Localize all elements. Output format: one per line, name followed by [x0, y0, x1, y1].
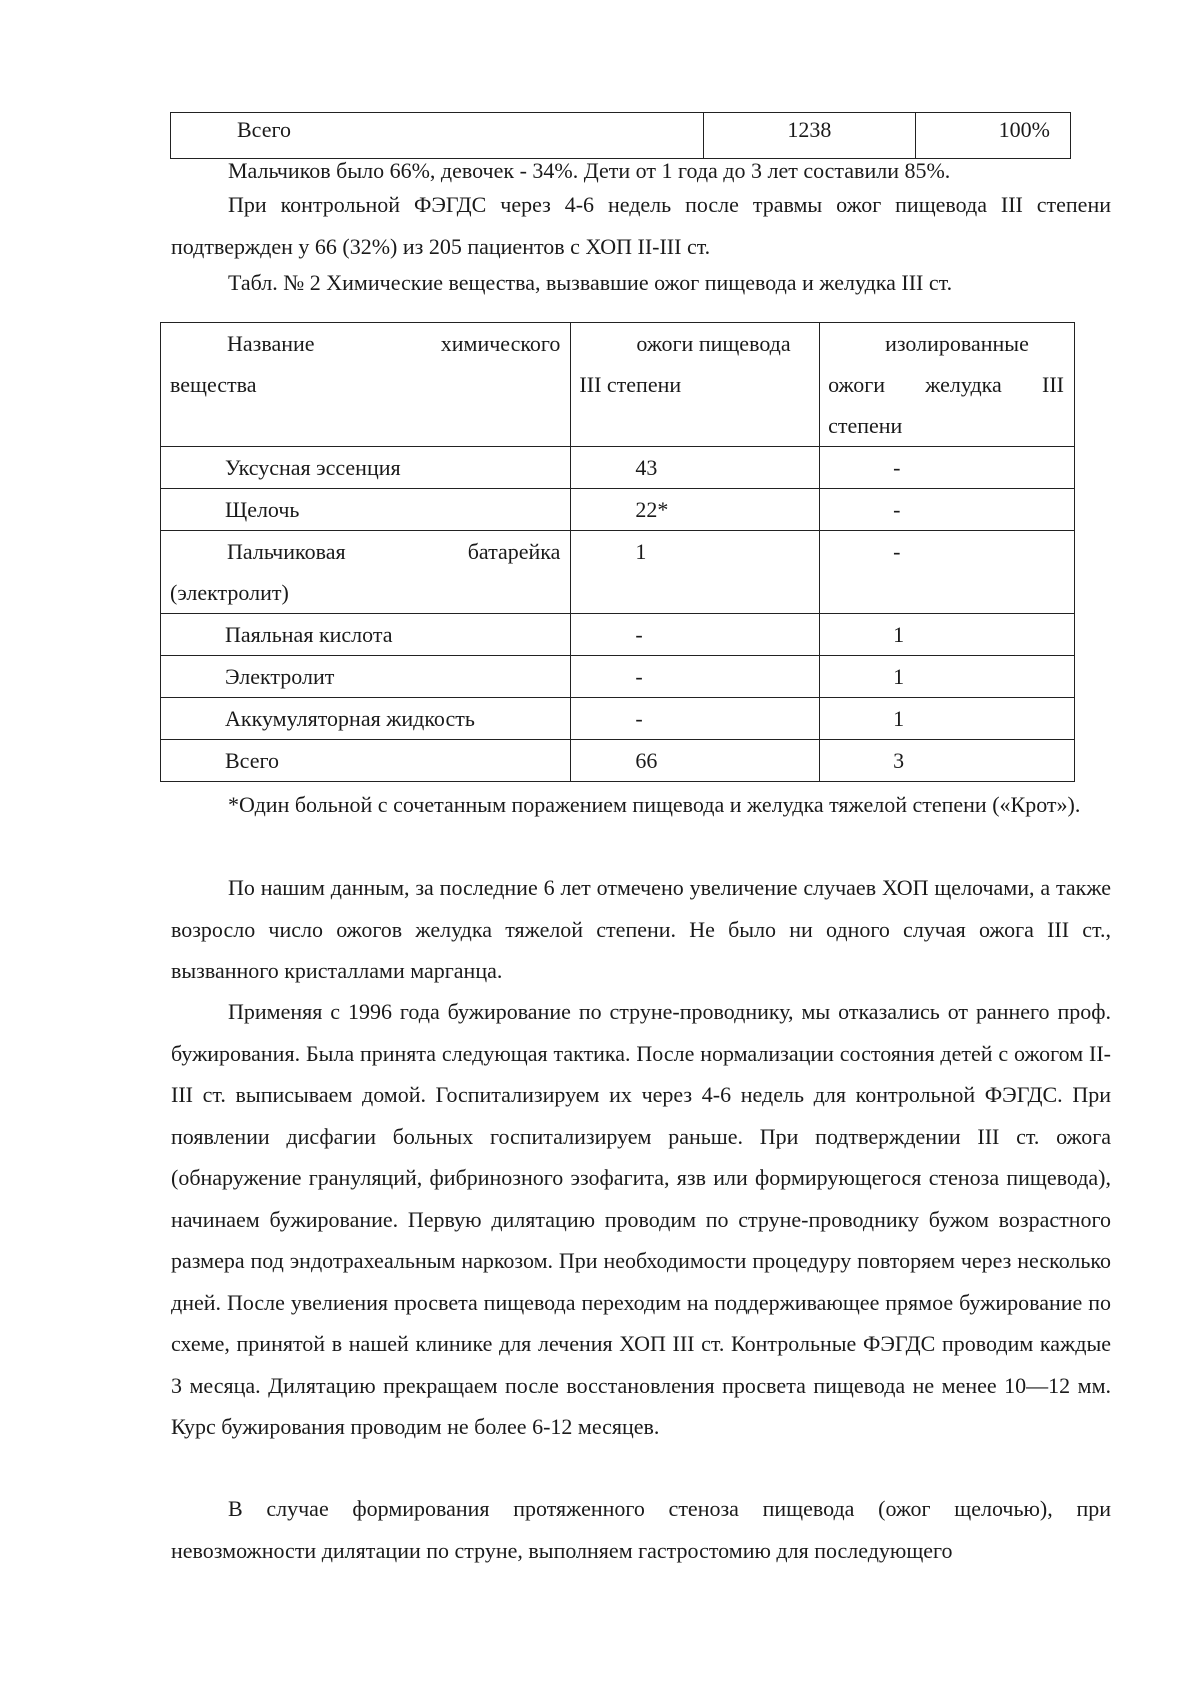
- chemical-substances-table: [160, 322, 1075, 782]
- row-stomach-value: 1: [893, 622, 905, 647]
- table-row: [161, 489, 1075, 531]
- summary-total-count: 1238: [703, 113, 915, 159]
- row-substance-name: Электролит: [225, 664, 335, 689]
- table-row: [161, 698, 1075, 740]
- row-esophagus-value: 66: [635, 748, 658, 773]
- row-substance-name: Всего: [225, 748, 279, 773]
- paragraph-control-fegds: При контрольной ФЭГДС через 4-6 недель после травмы ожог пищевода III степени подтвержден у 66 (32%) из 205 пациентов с ХОП II-III ст.: [171, 192, 1111, 259]
- header-stomach-burns: изолированные ожоги желудка III степени: [820, 323, 1075, 447]
- row-substance-name: Паяльная кислота: [225, 622, 393, 647]
- table-caption: Табл. № 2 Химические вещества, вызвавшие ожог пищевода и желудка III ст.: [228, 270, 953, 295]
- row-substance-name: Щелочь: [225, 497, 300, 522]
- row-esophagus-value: -: [635, 664, 643, 689]
- summary-total-percent: 100%: [915, 113, 1070, 159]
- table-row: [161, 447, 1075, 489]
- table-row: [161, 740, 1075, 782]
- table-row: [161, 614, 1075, 656]
- row-substance-name: Пальчиковая батарейка (электролит): [161, 531, 571, 614]
- row-stomach-value: 3: [893, 748, 905, 773]
- header-esophagus-burns: ожоги пищевода III степени: [571, 323, 820, 447]
- row-stomach-value: 1: [893, 664, 905, 689]
- row-substance-name: Уксусная эссенция: [225, 455, 401, 480]
- row-stomach-value: -: [893, 455, 901, 480]
- row-esophagus-value: 43: [635, 455, 658, 480]
- paragraph-gender-stats: Мальчиков было 66%, девочек - 34%. Дети от 1 года до 3 лет составили 85%.: [228, 158, 951, 183]
- paragraph-trends: По нашим данным, за последние 6 лет отмечено увеличение случаев ХОП щелочами, а также возросло число ожогов желудка тяжелой степени. Не было ни одного случая ожога III ст., вызванного кристаллами марганца.: [171, 875, 1111, 983]
- row-esophagus-value: -: [635, 622, 643, 647]
- paragraph-gastrostomy: В случае формирования протяженного стеноза пищевода (ожог щелочью), при невозможности дилятации по струне, выполняем гастростомию для последующего: [171, 1496, 1111, 1563]
- footnote: *Один больной с сочетанным поражением пищевода и желудка тяжелой степени («Крот»).: [228, 792, 1081, 817]
- table-row: [161, 656, 1075, 698]
- row-esophagus-value: 22*: [635, 497, 669, 522]
- header-substance-name: Название химического вещества: [161, 323, 571, 447]
- row-stomach-value: -: [893, 497, 901, 522]
- paragraph-tactics: Применяя с 1996 года бужирование по струне-проводнику, мы отказались от раннего проф. бужирования. Была принята следующая тактика. После нормализации состояния детей с ожогом II-III ст. выписываем домой. Госпитализируем их через 4-6 недель для контрольной ФЭГДС. При появлении дисфагии больных госпитализируем раньше. При подтверждении III ст. ожога (обнаружение грануляций, фибринозного эзофагита, язв или формирующегося стеноза пищевода), начинаем бужирование. Первую дилятацию проводим по струне-проводнику бужом возрастного размера под эндотрахеальным наркозом. При необходимости процедуру повторяем через несколько дней. После увелиения просвета пищевода переходим на поддерживающее прямое бужирование по схеме, принятой в нашей клинике для лечения ХОП III ст. Контрольные ФЭГДС проводим каждые 3 месяца. Дилятацию прекращаем после восстановления просвета пищевода не менее 10—12 мм. Курс бужирования проводим не более 6-12 месяцев.: [171, 999, 1111, 1439]
- table-header-row: [161, 323, 1075, 447]
- row-esophagus-value: -: [635, 706, 643, 731]
- row-stomach-value: -: [893, 539, 901, 564]
- row-substance-name: Аккумуляторная жидкость: [225, 706, 475, 731]
- table-row: [161, 531, 1075, 614]
- row-stomach-value: 1: [893, 706, 905, 731]
- summary-total-label: Всего: [171, 113, 704, 159]
- row-esophagus-value: 1: [635, 539, 647, 564]
